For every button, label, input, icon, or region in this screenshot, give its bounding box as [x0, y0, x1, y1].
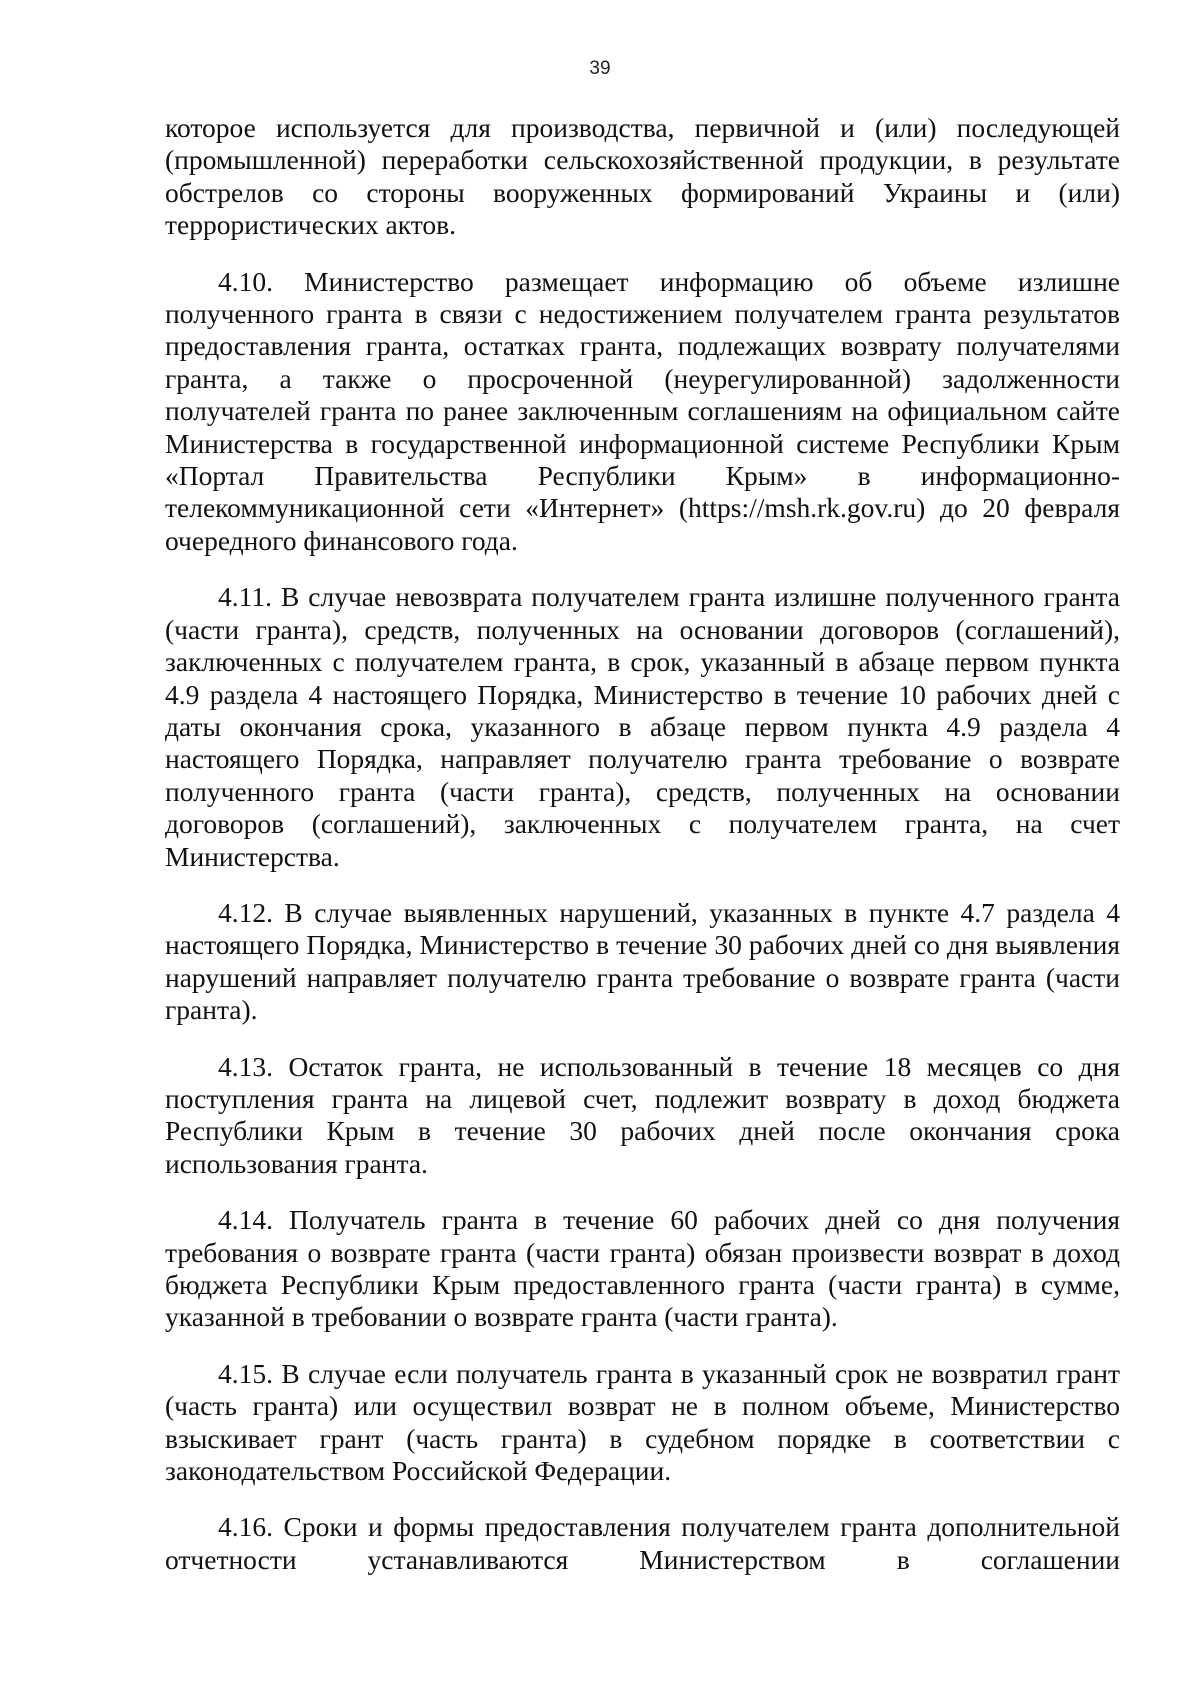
page-number: 39 — [589, 58, 611, 79]
paragraph-4-16: 4.16. Сроки и формы предоставления получателем гранта дополнительной отчетности устанавливаются Министерством в соглашении — [165, 1511, 1120, 1575]
paragraph-4-11: 4.11. В случае невозврата получателем гранта излишне полученного гранта (части гранта), средств, полученных на основании договоров (соглашений), заключенных с получателем гранта, в срок, указанный в абзаце первом пункта 4.9 раздела 4 настоящего Порядка, Министерство в течение 10 рабочих дней с даты окончания срока, указанного в абзаце первом пункта 4.9 раздела 4 настоящего Порядка, направляет получателю гранта требование о возврате полученного гранта (части гранта), средств, полученных на основании договоров (соглашений), заключенных с получателем гранта, на счет Министерства. — [165, 581, 1120, 872]
paragraph-4-14: 4.14. Получатель гранта в течение 60 рабочих дней со дня получения требования о возврате гранта (части гранта) обязан произвести возврат в доход бюджета Республики Крым предоставленного гранта (части гранта) в сумме, указанной в требовании о возврате гранта (части гранта). — [165, 1204, 1120, 1333]
paragraph-4-12: 4.12. В случае выявленных нарушений, указанных в пункте 4.7 раздела 4 настоящего Порядка, Министерство в течение 30 рабочих дней со дня выявления нарушений направляет получателю гранта требование о возврате гранта (части гранта). — [165, 896, 1120, 1026]
document-body — [165, 112, 1120, 1600]
paragraph-4-10: 4.10. Министерство размещает информацию об объеме излишне полученного гранта в связи с недостижением получателем гранта результатов предоставления гранта, остатках гранта, подлежащих возврату получателями гранта, а также о просроченной (неурегулированной) задолженности получателей гранта по ранее заключенным соглашениям на официальном сайте Министерства в государственной информационной системе Республики Крым «Портал Правительства Республики Крым» в информационно-телекоммуникационной сети «Интернет» (https://msh.rk.gov.ru) до 20 февраля очередного финансового года. — [165, 265, 1120, 556]
paragraph-4-13: 4.13. Остаток гранта, не использованный в течение 18 месяцев со дня поступления гранта на лицевой счет, подлежит возврату в доход бюджета Республики Крым в течение 30 рабочих дней после окончания срока использования гранта. — [165, 1050, 1120, 1179]
paragraph-4-15: 4.15. В случае если получатель гранта в указанный срок не возвратил грант (часть гранта) или осуществил возврат не в полном объеме, Министерство взыскивает грант (часть гранта) в судебном порядке в соответствии с законодательством Российской Федерации. — [165, 1357, 1120, 1487]
paragraph-continuation: которое используется для производства, первичной и (или) последующей (промышленной) переработки сельскохозяйственной продукции, в результате обстрелов со стороны вооруженных формирований Украины и (или) террористических актов. — [165, 112, 1120, 241]
